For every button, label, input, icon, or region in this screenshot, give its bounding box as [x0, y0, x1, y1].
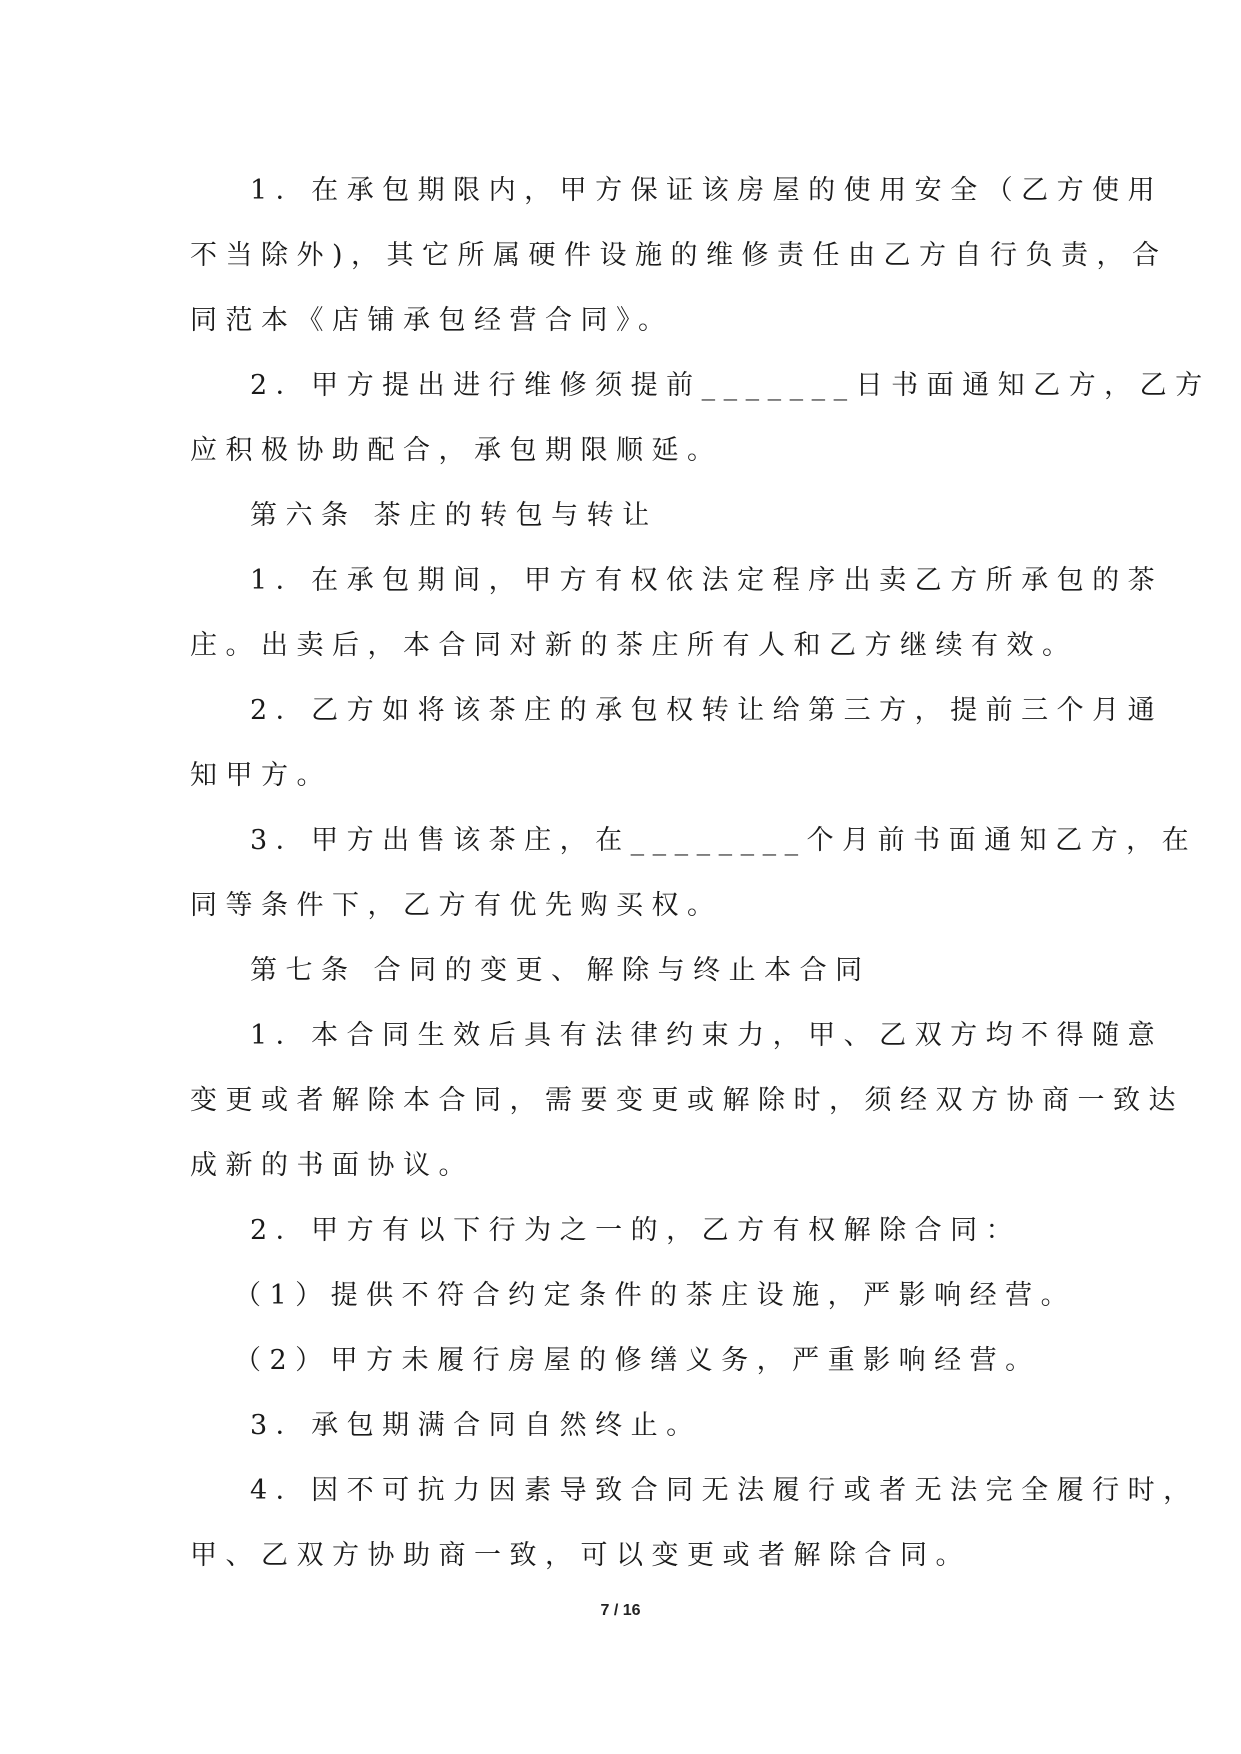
- text-line: 不当除外)，其它所属硬件设施的维修责任由乙方自行负责，合: [190, 240, 1168, 271]
- text-line: 知甲方。: [190, 760, 332, 791]
- text-line: 变更或者解除本合同，需要变更或解除时，须经双方协商一致达: [190, 1085, 1184, 1116]
- text-line: 同范本《店铺承包经营合同》。: [190, 305, 674, 336]
- document-body: [190, 158, 1211, 1588]
- section-heading: 第六条 茶庄的转包与转让: [250, 500, 658, 531]
- text-line: 庄。出卖后，本合同对新的茶庄所有人和乙方继续有效。: [190, 630, 1078, 661]
- text-line: （2）甲方未履行房屋的修缮义务，严重影响经营。: [234, 1345, 1041, 1376]
- text-line: 1．在承包期限内，甲方保证该房屋的使用安全（乙方使用: [250, 175, 1164, 206]
- text-line: 2．甲方提出进行维修须提前_______日书面通知乙方，乙方: [250, 370, 1211, 401]
- text-line: 4．因不可抗力因素导致合同无法履行或者无法完全履行时，: [250, 1475, 1199, 1506]
- text-line: 2．乙方如将该茶庄的承包权转让给第三方，提前三个月通: [250, 695, 1164, 726]
- text-line: 甲、乙双方协助商一致，可以变更或者解除合同。: [190, 1540, 971, 1571]
- text-line: （1）提供不符合约定条件的茶庄设施，严影响经营。: [234, 1280, 1077, 1311]
- text-line: 2．甲方有以下行为之一的，乙方有权解除合同：: [250, 1215, 1022, 1246]
- text-line: 1．在承包期间，甲方有权依法定程序出卖乙方所承包的茶: [250, 565, 1164, 596]
- text-line: 同等条件下，乙方有优先购买权。: [190, 890, 723, 921]
- text-line: 应积极协助配合，承包期限顺延。: [190, 435, 723, 466]
- text-line: 1．本合同生效后具有法律约束力，甲、乙双方均不得随意: [250, 1020, 1164, 1051]
- text-line: 3．承包期满合同自然终止。: [250, 1410, 702, 1441]
- page-number: 7 / 16: [600, 1602, 641, 1619]
- section-heading: 第七条 合同的变更、解除与终止本合同: [250, 955, 871, 986]
- text-line: 成新的书面协议。: [190, 1150, 474, 1181]
- text-line: 3．甲方出售该茶庄，在________个月前书面通知乙方，在: [250, 825, 1198, 856]
